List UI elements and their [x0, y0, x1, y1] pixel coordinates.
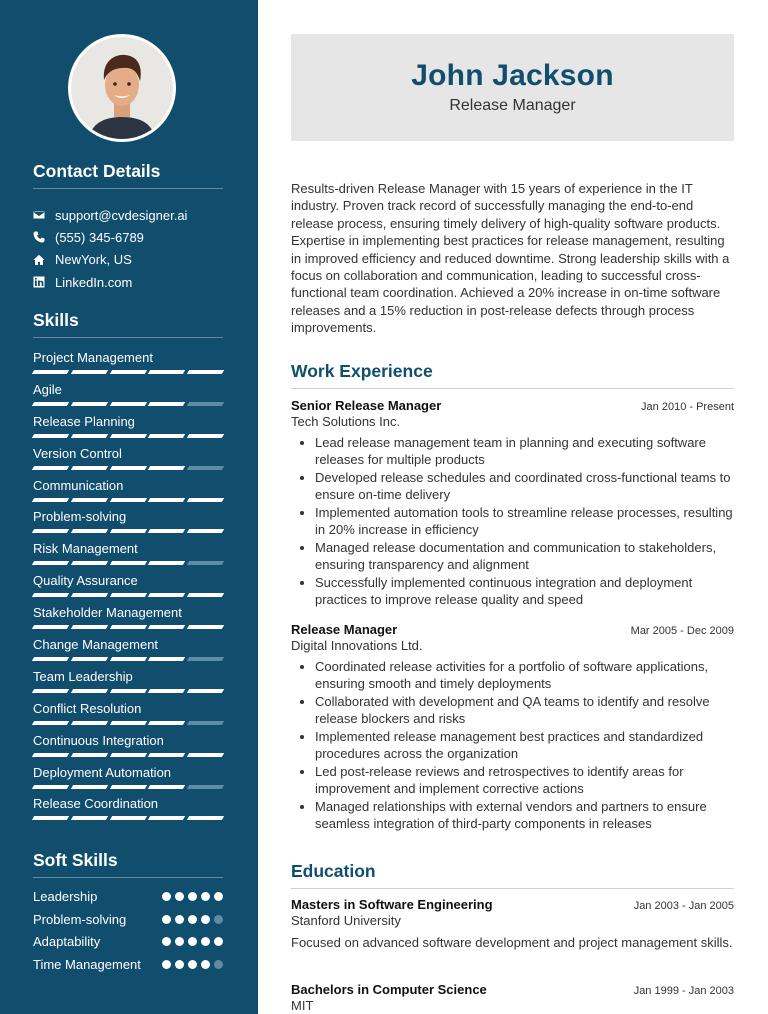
education-dates: Jan 2003 - Jan 2005 — [633, 900, 734, 912]
skill-level-segment — [148, 785, 185, 789]
skill-name: Continuous Integration — [33, 732, 164, 748]
soft-skill-name: Leadership — [33, 889, 98, 904]
contact-email[interactable] — [33, 204, 223, 226]
skill-level-segment — [187, 593, 224, 597]
job-dates: Mar 2005 - Dec 2009 — [630, 625, 734, 637]
skill-level-bar — [33, 689, 223, 693]
skill-name: Quality Assurance — [33, 573, 138, 589]
skill-level-bar — [33, 498, 223, 502]
skill-level-segment — [32, 657, 69, 661]
sidebar — [0, 0, 258, 1014]
skill-level-segment — [187, 816, 224, 820]
skill-name: Change Management — [33, 637, 159, 653]
phone-icon — [33, 231, 55, 243]
skill-level-segment — [32, 785, 69, 789]
skills-heading: Skills — [33, 310, 223, 338]
skill-item — [33, 382, 223, 414]
contact-linkedin[interactable] — [33, 271, 223, 293]
rating-dot — [188, 960, 197, 969]
skill-name: Risk Management — [33, 541, 138, 557]
contact-phone-text: (555) 345-6789 — [55, 229, 144, 245]
skill-level-segment — [109, 689, 146, 693]
rating-dot — [214, 960, 223, 969]
skill-level-segment — [148, 498, 185, 502]
soft-skill-name: Time Management — [33, 957, 141, 973]
skill-level-segment — [109, 498, 146, 502]
skill-level-segment — [71, 689, 108, 693]
contact-list — [33, 204, 223, 293]
skill-level-segment — [71, 466, 108, 470]
job-bullet: • Led post-release reviews and retrospectives to identify areas for improvement and implement corrective actions — [315, 763, 734, 798]
skill-level-segment — [109, 816, 146, 820]
rating-dot — [201, 937, 210, 946]
skill-level-segment — [32, 753, 69, 757]
job-bullet: • Developed release schedules and coordinated cross-functional teams to ensure on-time delivery — [315, 469, 734, 504]
skill-level-segment — [32, 593, 69, 597]
soft-skill-rating — [162, 937, 223, 946]
skill-level-segment — [187, 753, 224, 757]
skill-level-segment — [187, 625, 224, 629]
skill-name: Deployment Automation — [33, 764, 172, 780]
skill-level-segment — [71, 561, 108, 565]
skill-item — [33, 701, 223, 733]
skill-level-segment — [148, 689, 185, 693]
degree: Masters in Software Engineering — [291, 897, 493, 912]
rating-dot — [162, 915, 171, 924]
skill-name: Conflict Resolution — [33, 700, 142, 716]
skill-level-segment — [71, 657, 108, 661]
skill-name: Release Coordination — [33, 796, 159, 812]
skill-level-bar — [33, 625, 223, 629]
skill-item — [33, 509, 223, 541]
skills-list — [33, 350, 223, 828]
skill-level-segment — [32, 370, 69, 374]
job-title: Release Manager — [291, 622, 398, 637]
skill-level-segment — [109, 561, 146, 565]
contact-email-text: support@cvdesigner.ai — [55, 207, 188, 223]
skill-level-segment — [109, 785, 146, 789]
skill-level-segment — [109, 625, 146, 629]
job-bullets — [291, 434, 734, 609]
job-entry — [291, 398, 734, 609]
skill-level-segment — [32, 689, 69, 693]
skill-item — [33, 765, 223, 797]
soft-skills-heading: Soft Skills — [33, 850, 223, 878]
skill-level-segment — [187, 689, 224, 693]
rating-dot — [188, 937, 197, 946]
education-entry — [291, 982, 734, 1013]
rating-dot — [175, 892, 184, 901]
skill-level-segment — [32, 721, 69, 725]
skill-level-segment — [109, 370, 146, 374]
skill-level-segment — [148, 753, 185, 757]
skill-name: Problem-solving — [33, 509, 127, 525]
home-icon — [33, 254, 55, 266]
skill-level-segment — [71, 402, 108, 406]
skill-item — [33, 573, 223, 605]
skill-item — [33, 478, 223, 510]
skill-level-segment — [71, 498, 108, 502]
skill-level-bar — [33, 785, 223, 789]
skill-level-segment — [109, 434, 146, 438]
linkedin-icon — [33, 276, 55, 288]
soft-skill-name: Adaptability — [33, 934, 101, 950]
job-title: Senior Release Manager — [291, 398, 442, 413]
skill-level-segment — [32, 561, 69, 565]
rating-dot — [162, 960, 171, 969]
soft-skill-item — [33, 911, 223, 934]
skill-item — [33, 637, 223, 669]
skill-level-bar — [33, 529, 223, 533]
contact-heading: Contact Details — [33, 161, 223, 189]
skill-level-segment — [187, 561, 224, 565]
skill-level-segment — [32, 625, 69, 629]
skill-level-segment — [187, 721, 224, 725]
soft-skill-item — [33, 933, 223, 956]
rating-dot — [175, 937, 184, 946]
skill-item — [33, 605, 223, 637]
skill-name: Release Planning — [33, 413, 135, 429]
job-bullet: • Collaborated with development and QA teams to identify and resolve release blockers and risks — [315, 693, 734, 728]
job-bullet: • Implemented automation tools to streamline release processes, resulting in 20% increase in efficiency — [315, 504, 734, 539]
contact-linkedin-text: LinkedIn.com — [55, 274, 133, 290]
education-description: Focused on advanced software development and project management skills. — [291, 935, 733, 950]
skill-level-segment — [71, 721, 108, 725]
soft-skill-rating — [162, 960, 223, 969]
skill-item — [33, 446, 223, 478]
job-bullet: • Successfully implemented continuous integration and deployment practices to improve release quality and speed — [315, 574, 734, 609]
skill-level-segment — [187, 785, 224, 789]
profile-photo — [71, 37, 173, 139]
skill-item — [33, 541, 223, 573]
job-bullet: • Managed release documentation and communication to stakeholders, ensuring transparency and alignment — [315, 539, 734, 574]
skill-level-segment — [148, 721, 185, 725]
job-company: Tech Solutions Inc. — [291, 414, 401, 429]
envelope-icon — [33, 209, 55, 221]
soft-skill-rating — [162, 915, 223, 924]
skill-level-segment — [148, 370, 185, 374]
school: MIT — [291, 998, 314, 1013]
job-company: Digital Innovations Ltd. — [291, 638, 423, 653]
school: Stanford University — [291, 913, 401, 928]
skill-level-bar — [33, 816, 223, 820]
skill-level-segment — [187, 498, 224, 502]
soft-skill-name: Problem-solving — [33, 911, 127, 927]
skill-level-bar — [33, 370, 223, 374]
job-bullet: • Managed relationships with external vendors and partners to ensure seamless integration of third-party components in releases — [315, 798, 734, 833]
skill-level-segment — [109, 593, 146, 597]
skill-level-segment — [148, 816, 185, 820]
soft-skills-list — [33, 888, 223, 979]
rating-dot — [162, 937, 171, 946]
skill-level-segment — [148, 529, 185, 533]
contact-location — [33, 249, 223, 271]
education-entry — [291, 897, 734, 951]
profile-summary: Results-driven Release Manager with 15 years of experience in the IT industry. Proven track record of successfully managing the end-to-end release process, ensuring timely delivery of high-quality software products. Expertise in implementing best practices for release management, resulting in improved efficiency and reduced downtime. Strong leadership skills with a focus on collaboration and communication, leading to successful cross-functional team coordination. Achieved a 20% increase in on-time software releases and a 15% reduction in post-release defects through process improvements. — [291, 181, 730, 336]
skill-level-segment — [109, 402, 146, 406]
skill-level-segment — [109, 466, 146, 470]
skill-item — [33, 796, 223, 828]
job-bullet: • Lead release management team in planning and executing software releases for multiple products — [315, 434, 734, 469]
skill-level-bar — [33, 561, 223, 565]
job-dates: Jan 2010 - Present — [641, 401, 734, 413]
skill-level-segment — [71, 625, 108, 629]
skill-level-segment — [71, 593, 108, 597]
rating-dot — [188, 915, 197, 924]
rating-dot — [214, 915, 223, 924]
skill-item — [33, 414, 223, 446]
skill-item — [33, 733, 223, 765]
job-bullets — [291, 658, 734, 833]
candidate-title: Release Manager — [449, 97, 576, 114]
contact-location-text: NewYork, US — [55, 252, 132, 268]
work-experience-heading: Work Experience — [291, 361, 734, 389]
avatar — [68, 34, 176, 142]
skill-level-bar — [33, 434, 223, 438]
skill-level-segment — [148, 593, 185, 597]
skill-name: Stakeholder Management — [33, 605, 182, 621]
soft-skill-item — [33, 888, 223, 911]
skill-level-segment — [32, 434, 69, 438]
education-dates: Jan 1999 - Jan 2003 — [633, 985, 734, 997]
rating-dot — [214, 937, 223, 946]
rating-dot — [175, 960, 184, 969]
candidate-name: John Jackson — [411, 59, 614, 92]
skill-level-segment — [71, 529, 108, 533]
skill-level-segment — [32, 466, 69, 470]
skill-name: Communication — [33, 477, 124, 493]
rating-dot — [162, 892, 171, 901]
skill-level-segment — [148, 402, 185, 406]
skill-level-segment — [32, 816, 69, 820]
skill-level-segment — [32, 498, 69, 502]
skill-level-segment — [187, 466, 224, 470]
skill-level-segment — [109, 529, 146, 533]
education-heading: Education — [291, 861, 734, 889]
skill-level-segment — [71, 816, 108, 820]
skill-level-bar — [33, 402, 223, 406]
skill-level-segment — [109, 657, 146, 661]
skill-level-segment — [109, 721, 146, 725]
skill-level-segment — [187, 529, 224, 533]
skill-level-segment — [187, 402, 224, 406]
skill-name: Team Leadership — [33, 668, 133, 684]
rating-dot — [214, 892, 223, 901]
skill-level-segment — [71, 434, 108, 438]
skill-level-segment — [71, 753, 108, 757]
rating-dot — [201, 892, 210, 901]
skill-level-segment — [32, 402, 69, 406]
skill-level-bar — [33, 721, 223, 725]
rating-dot — [175, 915, 184, 924]
rating-dot — [201, 915, 210, 924]
skill-level-segment — [71, 370, 108, 374]
job-bullet: • Implemented release management best practices and standardized procedures across the organization — [315, 728, 734, 763]
skill-name: Agile — [33, 381, 62, 397]
contact-phone[interactable] — [33, 226, 223, 248]
skill-name: Project Management — [33, 350, 153, 365]
skill-level-segment — [148, 434, 185, 438]
skill-level-bar — [33, 753, 223, 757]
skill-name: Version Control — [33, 445, 122, 461]
soft-skill-rating — [162, 892, 223, 901]
skill-level-segment — [109, 753, 146, 757]
soft-skill-item — [33, 956, 223, 979]
skill-level-segment — [148, 657, 185, 661]
header-box — [291, 34, 734, 141]
skill-level-segment — [148, 625, 185, 629]
skill-level-bar — [33, 657, 223, 661]
skill-level-segment — [32, 529, 69, 533]
skill-level-segment — [187, 370, 224, 374]
skill-level-segment — [187, 657, 224, 661]
job-bullet: • Coordinated release activities for a portfolio of software applications, ensuring smooth and timely deployments — [315, 658, 734, 693]
rating-dot — [188, 892, 197, 901]
skill-item — [33, 669, 223, 701]
skill-level-bar — [33, 593, 223, 597]
job-entry — [291, 622, 734, 833]
skill-level-segment — [148, 466, 185, 470]
rating-dot — [201, 960, 210, 969]
skill-level-segment — [71, 785, 108, 789]
degree: Bachelors in Computer Science — [291, 982, 487, 997]
skill-item — [33, 350, 223, 382]
skill-level-segment — [148, 561, 185, 565]
skill-level-bar — [33, 466, 223, 470]
skill-level-segment — [187, 434, 224, 438]
